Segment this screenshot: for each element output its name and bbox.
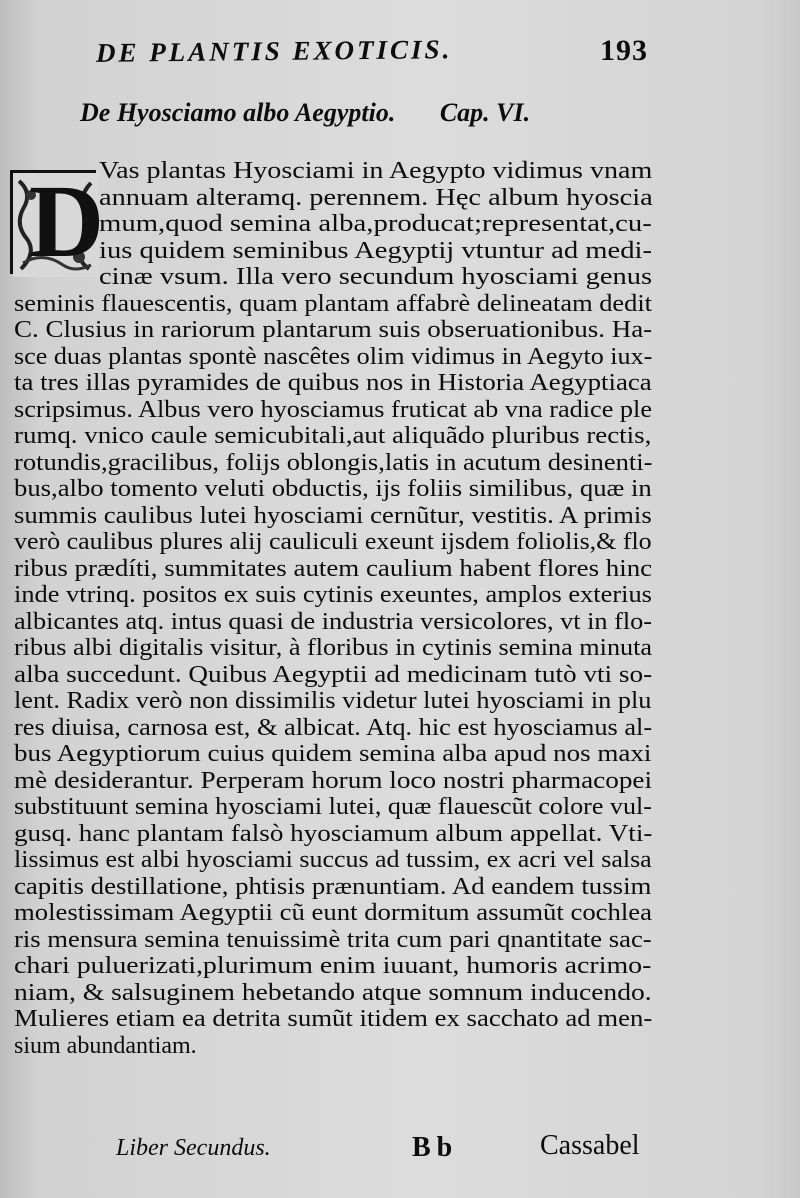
text-line: albicantes atq. intus quasi de industria versicolores, vt in flo- [14, 608, 653, 635]
text-line: substituunt semina hyosciami lutei, quæ flauescũt colore vul- [14, 794, 652, 820]
running-head: DE PLANTIS EXOTICIS. [96, 34, 453, 68]
text-line: C. Clusius in rariorum plantarum suis obseruationibus. Ha- [14, 317, 653, 343]
text-line: alba succedunt. Quibus Aegyptii ad medicinam tutò vti so- [14, 661, 653, 688]
book-label: Liber Secundus. [116, 1135, 271, 1161]
text-line: verò caulibus plures alij cauliculi exeunt ijsdem foliolis,& flo [14, 529, 652, 555]
text-line: niam, & salsuginem hebetando atque somnum inducendo. [14, 979, 652, 1006]
text-line: mum,quod semina alba,producat;representat,cu- [99, 211, 652, 237]
body-text [14, 158, 654, 1059]
text-line: mè desiderantur. Perperam horum loco nostri pharmacopei [14, 767, 653, 794]
text-line: ribus prædíti, summitates autem caulium habent flores hinc [14, 555, 653, 582]
text-line: ris mensura semina tenuissimè trita cum pari qnantitate sac- [14, 926, 652, 953]
page-number: 193 [600, 34, 648, 67]
text-line: chari puluerizati,plurimum enim iuuant, humoris acrimo- [14, 953, 652, 979]
text-line: ta tres illas pyramides de quibus nos in Historia Aegyptiaca [14, 370, 652, 396]
text-line: Mulieres etiam ea detrita sumũt itidem ex sacchato ad men- [14, 1006, 653, 1032]
text-line: molestissimam Aegyptii cũ eunt dormitum assumũt cochlea [14, 900, 653, 926]
signature-mark: Bb [412, 1132, 459, 1163]
text-line: capitis destillatione, phtisis prænuntiam. Ad eandem tussim [14, 873, 652, 900]
text-line: cinæ vsum. Illa vero secundum hyosciami genus [99, 264, 653, 290]
initial-letter: D [29, 164, 105, 279]
text-line: lissimus est albi hyosciami succus ad tussim, ex acri vel salsa [14, 847, 652, 873]
text-line: ribus albi digitalis visitur, à floribus in cytinis semina minuta [14, 635, 653, 661]
text-line: bus,albo tomento veluti obductis, ijs foliis similibus, quæ in [14, 476, 652, 502]
text-line: Vas plantas Hyosciami in Aegypto vidimus vnam [99, 158, 653, 184]
text-line: ius quidem seminibus Aegyptij vtuntur ad medi- [99, 237, 653, 264]
text-line: rotundis,gracilibus, folijs oblongis,latis in acutum desinenti- [14, 449, 653, 476]
text-line: gusq. hanc plantam falsò hyosciamum album appellat. Vti- [14, 820, 653, 847]
text-line: lent. Radix verò non dissimilis videtur lutei hyosciami in plu [14, 688, 652, 714]
text-line: annuam alteramq. perennem. Hęc album hyoscia [99, 184, 653, 211]
text-line: bus Aegyptiorum cuius quidem semina alba apud nos maxi [14, 741, 652, 767]
catchword: Cassabel [540, 1130, 640, 1161]
chapter-heading [80, 98, 530, 128]
text-line: res diuisa, carnosa est, & albicat. Atq. hic est hyosciamus al- [14, 714, 653, 741]
text-line: scripsimus. Albus vero hyosciamus fruticat ab vna radice ple [14, 396, 653, 423]
text-line: sium abundantiam. [14, 1032, 197, 1059]
text-line: sce duas plantas spontè nascêtes olim vidimus in Aegyto iux- [14, 343, 653, 370]
text-line: inde vtrinq. positos ex suis cytinis exeuntes, amplos exterius [14, 582, 652, 608]
text-line: seminis flauescentis, quam plantam affabrè delineatam dedit [14, 290, 653, 317]
text-line: summis caulibus lutei hyosciami cernũtur, vestitis. A primis [14, 502, 652, 529]
text-line: rumq. vnico caule semicubitali,aut aliquãdo pluribus rectis, [14, 423, 652, 449]
chapter-title: De Hyosciamo albo Aegyptio. [80, 98, 396, 127]
chapter-number: Cap. VI. [439, 98, 531, 127]
